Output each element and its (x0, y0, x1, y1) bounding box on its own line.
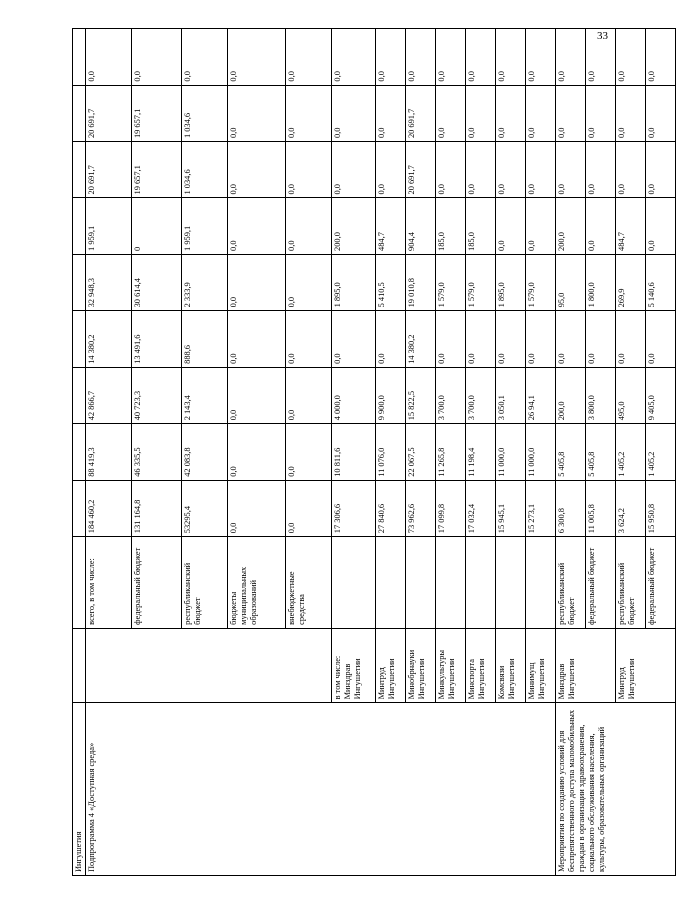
value-cell: 42 866,7 (86, 367, 132, 423)
value-cell: 0 (132, 198, 182, 254)
table-row (556, 29, 586, 876)
funding-source: всего, в том числе: (86, 537, 132, 629)
value-cell: 17 306,6 (332, 480, 376, 536)
value-cell: 19 657,1 (132, 85, 182, 141)
value-cell: 1 800,0 (586, 254, 616, 310)
value-cell: 6 300,8 (556, 480, 586, 536)
value-cell: 0,0 (646, 198, 676, 254)
value-cell: 0,0 (466, 142, 496, 198)
value-cell: 0,0 (616, 311, 646, 367)
empty-cell (73, 254, 86, 310)
value-cell: 3 624,2 (616, 480, 646, 536)
empty-cell (332, 537, 376, 629)
value-cell: 0,0 (646, 85, 676, 141)
executor-name: Минспорта Ингушетии (466, 628, 496, 703)
value-cell: 269,9 (616, 254, 646, 310)
value-cell: 0,0 (646, 311, 676, 367)
value-cell: 185,0 (436, 198, 466, 254)
value-cell: 0,0 (526, 311, 556, 367)
value-cell: 1 034,6 (182, 142, 228, 198)
empty-cell (496, 537, 526, 629)
value-cell: 1 959,1 (86, 198, 132, 254)
value-cell: 0,0 (286, 198, 332, 254)
value-cell: 42 083,8 (182, 424, 228, 480)
value-cell: 1 405,2 (616, 424, 646, 480)
value-cell: 200,0 (332, 198, 376, 254)
value-cell: 0,0 (228, 254, 286, 310)
executor-name: Минздрав Ингушетии (556, 628, 616, 703)
value-cell: 0,0 (376, 29, 406, 86)
empty-cell (73, 424, 86, 480)
value-cell: 0,0 (496, 311, 526, 367)
value-cell: 3 700,0 (466, 367, 496, 423)
empty-cell (73, 29, 86, 86)
value-cell: 11 000,0 (496, 424, 526, 480)
value-cell: 1 034,6 (182, 85, 228, 141)
rotated-table-container (72, 28, 657, 876)
value-cell: 53295,4 (182, 480, 228, 536)
value-cell: 95,0 (556, 254, 586, 310)
value-cell: 484,7 (376, 198, 406, 254)
value-cell: 0,0 (228, 480, 286, 536)
funding-source: федеральный бюджет (646, 537, 676, 629)
value-cell: 4 000,0 (332, 367, 376, 423)
value-cell: 9 405,0 (646, 367, 676, 423)
value-cell: 11 198,4 (466, 424, 496, 480)
value-cell: 0,0 (228, 311, 286, 367)
value-cell: 0,0 (586, 198, 616, 254)
value-cell: 0,0 (646, 29, 676, 86)
value-cell: 0,0 (526, 29, 556, 86)
funding-source: федеральный бюджет (586, 537, 616, 629)
value-cell: 2 143,4 (182, 367, 228, 423)
value-cell: 1 579,0 (526, 254, 556, 310)
empty-cell (73, 311, 86, 367)
value-cell: 0,0 (526, 198, 556, 254)
value-cell: 0,0 (332, 29, 376, 86)
executor-name: Комсвязи Ингушетии (496, 628, 526, 703)
value-cell: 88 419,3 (86, 424, 132, 480)
value-cell: 0,0 (466, 85, 496, 141)
executor-name: Минобрнауки Ингушетии (406, 628, 436, 703)
value-cell: 15 273,1 (526, 480, 556, 536)
value-cell: 0,0 (586, 29, 616, 86)
value-cell: 0,0 (376, 311, 406, 367)
empty-cell (526, 537, 556, 629)
value-cell: 888,6 (182, 311, 228, 367)
value-cell: 0,0 (526, 142, 556, 198)
value-cell: 17 099,8 (436, 480, 466, 536)
value-cell: 5 405,8 (586, 424, 616, 480)
table-row (73, 29, 86, 876)
value-cell: 0,0 (466, 311, 496, 367)
empty-cell (466, 537, 496, 629)
table-row (86, 29, 132, 876)
value-cell: 0,0 (286, 424, 332, 480)
value-cell: 0,0 (556, 29, 586, 86)
value-cell: 184 460,2 (86, 480, 132, 536)
header-cell: Ингушетия (73, 703, 86, 876)
value-cell: 0,0 (332, 142, 376, 198)
value-cell: 0,0 (436, 142, 466, 198)
value-cell: 1 895,0 (496, 254, 526, 310)
value-cell: 0,0 (286, 367, 332, 423)
empty-cell (86, 628, 332, 703)
value-cell: 0,0 (332, 311, 376, 367)
value-cell: 0,0 (556, 142, 586, 198)
value-cell: 131 164,8 (132, 480, 182, 536)
empty-cell (436, 537, 466, 629)
value-cell: 17 032,4 (466, 480, 496, 536)
value-cell: 11 005,8 (586, 480, 616, 536)
page-number: 33 (597, 30, 608, 42)
value-cell: 14 380,2 (86, 311, 132, 367)
value-cell: 19 010,8 (406, 254, 436, 310)
value-cell: 30 614,4 (132, 254, 182, 310)
empty-cell (406, 537, 436, 629)
value-cell: 0,0 (286, 142, 332, 198)
value-cell: 0,0 (586, 142, 616, 198)
value-cell: 32 948,3 (86, 254, 132, 310)
value-cell: 0,0 (466, 29, 496, 86)
value-cell: 3 050,1 (496, 367, 526, 423)
value-cell: 5 405,8 (556, 424, 586, 480)
empty-cell (73, 142, 86, 198)
value-cell: 0,0 (496, 29, 526, 86)
value-cell: 1 579,0 (466, 254, 496, 310)
value-cell: 3 800,0 (586, 367, 616, 423)
value-cell: 0,0 (436, 29, 466, 86)
value-cell: 0,0 (586, 85, 616, 141)
value-cell: 0,0 (228, 29, 286, 86)
value-cell: 1 895,0 (332, 254, 376, 310)
value-cell: 904,4 (406, 198, 436, 254)
value-cell: 0,0 (616, 85, 646, 141)
funding-source: республиканский бюджет (182, 537, 228, 629)
subprogram-title: Подпрограмма 4 «Доступная среда» (86, 703, 556, 876)
table-body (73, 29, 676, 876)
value-cell: 0,0 (436, 311, 466, 367)
funding-source: федеральный бюджет (132, 537, 182, 629)
value-cell: 0,0 (376, 142, 406, 198)
funding-source: республиканский бюджет (556, 537, 586, 629)
value-cell: 5 410,5 (376, 254, 406, 310)
value-cell: 22 067,5 (406, 424, 436, 480)
value-cell: 0,0 (556, 85, 586, 141)
value-cell: 0,0 (496, 198, 526, 254)
measure-name: Мероприятия по созданию условий для беспрепятственного доступа маломобильных граждан в организации здравоохранения, социального обслуживания населения, культуры, образовательных организаций (556, 703, 676, 876)
value-cell: 14 380,2 (406, 311, 436, 367)
value-cell: 0,0 (182, 29, 228, 86)
value-cell: 185,0 (466, 198, 496, 254)
value-cell: 15 950,8 (646, 480, 676, 536)
value-cell: 1 405,2 (646, 424, 676, 480)
value-cell: 15 822,5 (406, 367, 436, 423)
value-cell: 0,0 (376, 85, 406, 141)
value-cell: 495,0 (616, 367, 646, 423)
executor-name: Минтруд Ингушетии (376, 628, 406, 703)
value-cell: 73 962,6 (406, 480, 436, 536)
value-cell: 0,0 (286, 29, 332, 86)
value-cell: 0,0 (228, 367, 286, 423)
value-cell: 20 691,7 (86, 85, 132, 141)
value-cell: 200,0 (556, 198, 586, 254)
value-cell: 10 811,6 (332, 424, 376, 480)
value-cell: 19 657,1 (132, 142, 182, 198)
empty-cell (73, 367, 86, 423)
value-cell: 0,0 (556, 311, 586, 367)
executor-name: в том числе: Минздрав Ингушетии (332, 628, 376, 703)
value-cell: 0,0 (286, 254, 332, 310)
value-cell: 9 900,0 (376, 367, 406, 423)
value-cell: 5 140,6 (646, 254, 676, 310)
value-cell: 46 335,5 (132, 424, 182, 480)
value-cell: 0,0 (436, 85, 466, 141)
value-cell: 484,7 (616, 198, 646, 254)
empty-cell (73, 85, 86, 141)
value-cell: 0,0 (228, 142, 286, 198)
value-cell: 0,0 (286, 311, 332, 367)
value-cell: 15 945,1 (496, 480, 526, 536)
value-cell: 0,0 (228, 85, 286, 141)
value-cell: 20 691,7 (86, 142, 132, 198)
value-cell: 11 000,0 (526, 424, 556, 480)
value-cell: 1 579,0 (436, 254, 466, 310)
value-cell: 0,0 (228, 424, 286, 480)
value-cell: 0,0 (132, 29, 182, 86)
value-cell: 200,0 (556, 367, 586, 423)
value-cell: 0,0 (496, 142, 526, 198)
value-cell: 0,0 (586, 311, 616, 367)
value-cell: 1 959,1 (182, 198, 228, 254)
value-cell: 3 700,0 (436, 367, 466, 423)
budget-table (72, 28, 676, 876)
empty-cell (73, 628, 86, 703)
value-cell: 20 691,7 (406, 85, 436, 141)
value-cell: 27 840,6 (376, 480, 406, 536)
executor-name: Минтруд Ингушетии (616, 628, 676, 703)
executor-name: Минимущ Ингушетии (526, 628, 556, 703)
empty-cell (376, 537, 406, 629)
value-cell: 13 491,6 (132, 311, 182, 367)
value-cell: 26 94,1 (526, 367, 556, 423)
value-cell: 0,0 (646, 142, 676, 198)
empty-cell (73, 537, 86, 629)
value-cell: 0,0 (526, 85, 556, 141)
value-cell: 40 723,3 (132, 367, 182, 423)
value-cell: 11 265,8 (436, 424, 466, 480)
funding-source: республиканский бюджет (616, 537, 646, 629)
value-cell: 0,0 (616, 142, 646, 198)
value-cell: 0,0 (86, 29, 132, 86)
value-cell: 0,0 (616, 29, 646, 86)
value-cell: 0,0 (286, 85, 332, 141)
value-cell: 2 333,9 (182, 254, 228, 310)
empty-cell (73, 480, 86, 536)
value-cell: 0,0 (332, 85, 376, 141)
value-cell: 0,0 (406, 29, 436, 86)
value-cell: 0,0 (496, 85, 526, 141)
funding-source: бюджеты муниципальных образований (228, 537, 286, 629)
value-cell: 0,0 (286, 480, 332, 536)
value-cell: 11 076,0 (376, 424, 406, 480)
executor-name: Минкультуры Ингушетии (436, 628, 466, 703)
value-cell: 0,0 (228, 198, 286, 254)
empty-cell (73, 198, 86, 254)
value-cell: 20 691,7 (406, 142, 436, 198)
funding-source: внебюджетные средства (286, 537, 332, 629)
